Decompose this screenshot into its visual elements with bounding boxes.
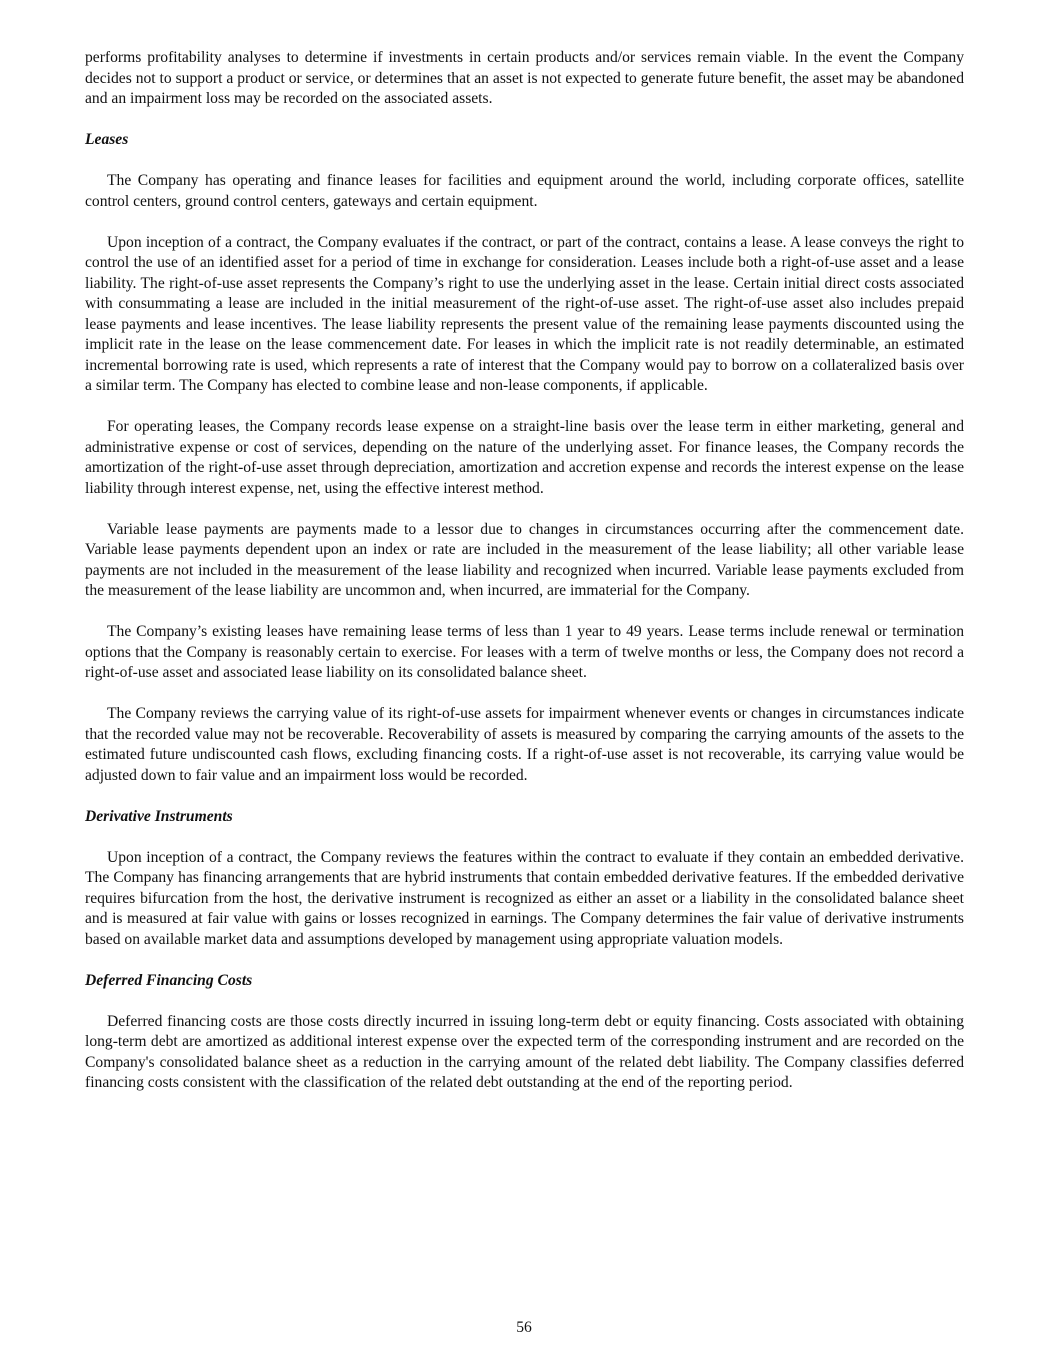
financing-heading: Deferred Financing Costs: [85, 971, 253, 989]
leases-paragraph: The Company’s existing leases have remaining lease terms of less than 1 year to 49 years. Lease terms include renewal or termination options that the Company is reasonably certain to exercise. For leases with a term of twelve months or less, the Company does not record a right-of-use asset and associated lease liability on its consolidated balance sheet.: [85, 623, 964, 681]
leases-paragraph: For operating leases, the Company records lease expense on a straight-line basis over the lease term in either marketing, general and administrative expense or cost of services, depending on the nature of the underlying asset. For finance leases, the Company records the amortization of the right-of-use asset through depreciation, amortization and accretion expense and records the interest expense on the lease liability through interest expense, net, using the effective interest method.: [85, 418, 964, 497]
leases-paragraph: Variable lease payments are payments made to a lessor due to changes in circumstances occurring after the commencement date. Variable lease payments dependent upon an index or rate are included in the measurement of the lease liability; all other variable lease payments are not included in the measurement of the lease liability and recognized when incurred. Variable lease payments excluded from the measurement of the lease liability are uncommon and, when incurred, are immaterial for the Company.: [85, 520, 964, 599]
financing-paragraph: Deferred financing costs are those costs directly incurred in issuing long-term debt or equity financing. Costs associated with obtaining long-term debt are amortized as additional interest expense over the expected term of the corresponding instrument and are recorded on the Company's consolidated balance sheet as a reduction in the carrying amount of the related debt liability. The Company classifies deferred financing costs consistent with the classification of the related debt outstanding at the end of the reporting period.: [85, 1012, 964, 1091]
leases-paragraph: The Company reviews the carrying value of its right-of-use assets for impairment whenever events or changes in circumstances indicate that the recorded value may not be recoverable. Recoverability of assets is measured by comparing the carrying amounts of the assets to the estimated future undiscounted cash flows, excluding financing costs. If a right-of-use asset is not recoverable, its carrying value would be adjusted down to fair value and an impairment loss would be recorded.: [85, 705, 964, 784]
derivatives-section: [85, 807, 964, 951]
derivatives-paragraph: Upon inception of a contract, the Company reviews the features within the contract to evaluate if they contain an embedded derivative. The Company has financing arrangements that are hybrid instruments that contain embedded derivative features. If the embedded derivative requires bifurcation from the host, the derivative instrument is recognized as either an asset or a liability in the consolidated balance sheet and is measured at fair value with gains or losses recognized in earnings. The Company determines the fair value of derivative instruments based on available market data and assumptions developed by management using appropriate valuation models.: [85, 848, 964, 948]
page-number: 56: [516, 1319, 532, 1336]
document-page: [85, 48, 964, 1114]
leases-heading: Leases: [85, 131, 129, 148]
leases-section: [85, 130, 964, 786]
leases-paragraph: Upon inception of a contract, the Company evaluates if the contract, or part of the contract, contains a lease. A lease conveys the right to control the use of an identified asset for a period of time in exchange for consideration. Leases include both a right-of-use asset and a lease liability. The right-of-use asset represents the Company’s right to use the underlying asset in the lease. Certain initial direct costs associated with consummating a lease are included in the initial measurement of the right-of-use asset. The right-of-use asset also includes prepaid lease payments and lease incentives. The lease liability represents the present value of the remaining lease payments discounted using the implicit rate in the lease on the lease commencement date. For leases in which the implicit rate is not readily determinable, an estimated incremental borrowing rate is used, which represents a rate of interest that the Company would pay to borrow on a collateralized basis over a similar term. The Company has elected to combine lease and non-lease components, if applicable.: [85, 233, 964, 394]
financing-section: [85, 971, 964, 1094]
derivatives-heading: Derivative Instruments: [85, 807, 233, 825]
leases-paragraph: The Company has operating and finance leases for facilities and equipment around the world, including corporate offices, satellite control centers, ground control centers, gateways and certain equipment.: [85, 172, 964, 210]
intro-paragraph: performs profitability analyses to determine if investments in certain products and/or services remain viable. In the event the Company decides not to support a product or service, or determines that an asset is not expected to generate future benefit, the asset may be abandoned and an impairment loss may be recorded on the associated assets.: [85, 49, 964, 107]
